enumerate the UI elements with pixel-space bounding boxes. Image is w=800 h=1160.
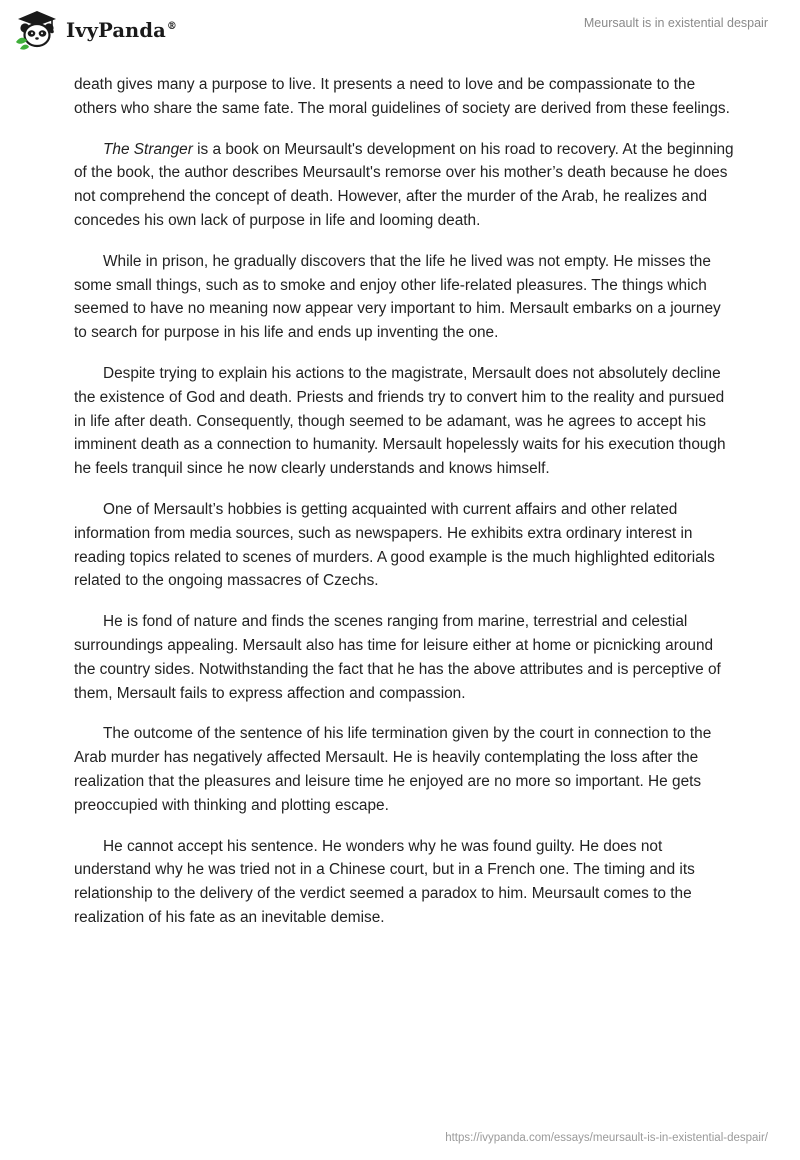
book-title-italic: The Stranger <box>103 140 193 158</box>
paragraph-7-text: The outcome of the sentence of his life termination given by the court in connection to the Arab murder has negatively affected Mersault. He is heavily contemplating the loss after the realization that the pleasures and leisure time he enjoyed are no more so important. He gets preoccupied with thinking and plotting escape. <box>74 725 712 814</box>
source-url[interactable]: https://ivypanda.com/essays/meursault-is-in-existential-despair/ <box>445 1132 768 1144</box>
paragraph-2-text: is a book on Meursault's development on his road to recovery. At the beginning of the book, the author describes Meursault's remorse over his mother’s death because he does not comprehend the concept of death. However, after the murder of the Arab, he realizes and concedes his own lack of purpose in life and looming death. <box>74 140 734 229</box>
paragraph-1 <box>74 73 734 121</box>
paragraph-3 <box>74 250 734 345</box>
paragraph-4 <box>74 362 734 481</box>
paragraph-5 <box>74 498 734 593</box>
ivypanda-logo[interactable] <box>14 8 177 50</box>
paragraph-8 <box>74 835 734 930</box>
essay-body <box>74 73 734 947</box>
paragraph-2 <box>74 138 734 233</box>
paragraph-6-text: He is fond of nature and finds the scenes ranging from marine, terrestrial and celestial surroundings appealing. Mersault also has time for leisure either at home or picnicking around the country sides. Notwithstanding the fact that he has the above attributes and is perceptive of them, Mersault fails to express affection and compassion. <box>74 613 721 702</box>
page-header <box>0 0 800 70</box>
paragraph-6 <box>74 610 734 705</box>
paragraph-3-text: While in prison, he gradually discovers that the life he lived was not empty. He misses the some small things, such as to smoke and enjoy other life-related pleasures. The things which seemed to have no meaning now appear very important to him. Mersault embarks on a journey to search for purpose in his life and ends up inventing the one. <box>74 252 721 342</box>
brand-text: IvyPanda <box>66 18 166 42</box>
trademark-symbol: ® <box>166 20 177 32</box>
paragraph-4-text: Despite trying to explain his actions to the magistrate, Mersault does not absolutely decline the existence of God and death. Priests and friends try to convert him to the reality and pursued in life after death. Consequently, though seemed to be adamant, was he agrees to accept his imminent death as a connection to humanity. Mersault hopelessly waits for his execution though he feels tranquil since he now clearly understands and knows himself. <box>74 364 726 478</box>
document-title: Meursault is in existential despair <box>583 16 768 30</box>
paragraph-7 <box>74 722 734 817</box>
panda-graduation-cap-icon <box>14 8 60 50</box>
paragraph-1-text: death gives many a purpose to live. It presents a need to love and be compassionate to the others who share the same fate. The moral guidelines of society are derived from these feelings. <box>74 76 730 117</box>
paragraph-8-text: He cannot accept his sentence. He wonders why he was found guilty. He does not understand why he was tried not in a Chinese court, but in a French one. The timing and its relationship to the delivery of the verdict seemed a paradox to him. Meursault comes to the realization of his fate as an inevitable demise. <box>74 837 695 926</box>
brand-name <box>66 19 177 42</box>
paragraph-5-text: One of Mersault’s hobbies is getting acquainted with current affairs and other related information from media sources, such as newspapers. He exhibits extra ordinary interest in reading topics related to scenes of murders. A good example is the much highlighted editorials related to the ongoing massacres of Czechs. <box>74 500 715 590</box>
